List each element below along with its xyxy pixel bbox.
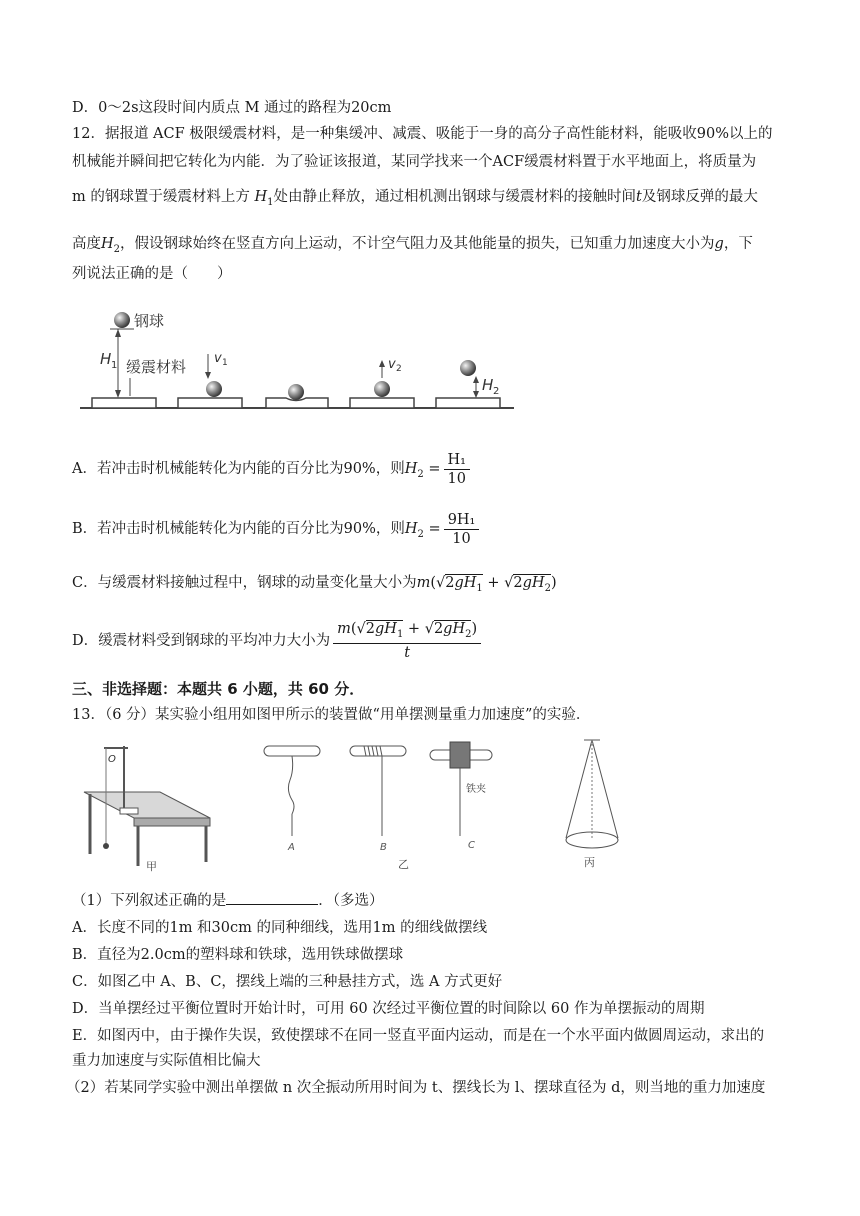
section-3-title: 三、非选择题：本题共 6 小题，共 60 分． xyxy=(72,680,365,698)
q13-answer-blank xyxy=(226,890,318,905)
q13-option-b: B．直径为2.0cm的塑料球和铁球，选用铁球做摆球 xyxy=(72,947,404,963)
q12-option-a-den: 10 xyxy=(447,470,466,487)
figure-jia xyxy=(84,746,210,872)
q12-stem-line4c: ，下 xyxy=(723,236,753,252)
q12-option-d-den: t xyxy=(404,645,411,662)
q12-option-d: D．缓震材料受到钢球的平均冲力大小为 $\frac{m(√2gH_1 + √2gH_2)}{t}$ xyxy=(72,618,794,670)
label-h1-sub: 1 xyxy=(111,360,118,371)
label-material: 缓震材料 xyxy=(126,358,187,376)
q13-option-e-line1: E．如图丙中，由于操作失误，致使摆球不在同一竖直平面内运动，而是在一个水平面内做圆周运动，求出的 xyxy=(72,1028,765,1044)
q12-option-b-num: 9H₁ xyxy=(444,511,480,530)
figure-yi-b xyxy=(350,746,409,871)
q12-stem-line4b: ，假设钢球始终在竖直方向上运动，不计空气阻力及其他能量的损失，已知重力加速度大小为 xyxy=(120,236,715,252)
label-bing: 丙 xyxy=(584,856,595,869)
q12-stem-line1: 12．据报道 ACF 极限缓震材料，是一种集缓冲、减震、吸能于一身的高分子高性能材料，能吸收90%以上的 xyxy=(72,126,773,142)
steel-ball-top xyxy=(114,312,130,328)
q12-stem-line5: 列说法正确的是（ ） xyxy=(72,266,232,282)
q12-option-b-den: 10 xyxy=(452,530,471,547)
label-v1: v xyxy=(214,351,222,366)
q12-figure xyxy=(80,302,520,414)
label-h1: H xyxy=(100,350,112,368)
label-o: O xyxy=(108,754,116,765)
label-h2-sub: 2 xyxy=(493,386,500,397)
q13-option-c: C．如图乙中 A、B、C，摆线上端的三种悬挂方式，选 A 方式更好 xyxy=(72,974,503,990)
label-jia: 甲 xyxy=(146,860,157,872)
label-v2: v xyxy=(388,357,396,372)
q12-stem-line4a: 高度 xyxy=(72,236,101,252)
q13-part2: （2）若某同学实验中测出单摆做 n 次全振动所用时间为 t、摆线长为 l、摆球直径为 d，则当地的重力加速度 xyxy=(66,1080,766,1096)
label-a: A xyxy=(288,842,295,853)
q12-option-a: A．若冲击时机械能转化为内能的百分比为90%，则$H_2$ = $\frac{\text{H₁}}{10}$ xyxy=(72,446,794,492)
q12-option-b: B．若冲击时机械能转化为内能的百分比为90%，则$H_2$ = $\frac{\text{9H₁}}{10}$ xyxy=(72,506,794,552)
q12-stem-line2: 机械能并瞬间把它转化为内能．为了验证该报道，某同学找来一个ACF缓震材料置于水平地面上，将质量为 xyxy=(72,154,757,170)
q13-option-e-line2: 重力加速度与实际值相比偏大 xyxy=(72,1053,261,1069)
q11-option-d: D．0～2s这段时间内质点 M 通过的路程为20cm xyxy=(72,100,392,116)
figure-bing xyxy=(566,740,618,869)
label-yi: 乙 xyxy=(398,858,409,871)
q12-stem-line3a: m 的钢球置于缓震材料上方 xyxy=(72,189,250,205)
q13-part1-text: （1）下列叙述正确的是 xyxy=(72,893,227,909)
q12-option-c-text: C．与缓震材料接触过程中，钢球的动量变化量大小为 xyxy=(72,575,417,591)
q13-part1 xyxy=(72,890,794,912)
q13-part1-suffix: ．（多选） xyxy=(318,893,384,909)
q12-option-a-text: A．若冲击时机械能转化为内能的百分比为90%，则 xyxy=(72,461,405,477)
figure-yi-c xyxy=(430,742,492,851)
q13-option-d: D．当单摆经过平衡位置时开始计时，可用 60 次经过平衡位置的时间除以 60 作为单摆振动的周期 xyxy=(72,1001,705,1017)
q12-option-d-text: D．缓震材料受到钢球的平均冲力大小为 xyxy=(72,633,331,649)
q12-stem-line3: m 的钢球置于缓震材料上方 $H_1$处由静止释放，通过相机测出钢球与缓震材料的接触时间t及钢球反弹的最大 xyxy=(72,189,758,208)
label-c: C xyxy=(468,840,475,851)
figure-yi-a xyxy=(264,746,320,853)
q12-option-a-num: H₁ xyxy=(444,451,470,470)
q12-option-b-text: B．若冲击时机械能转化为内能的百分比为90%，则 xyxy=(72,521,405,537)
label-v2-sub: 2 xyxy=(396,364,402,374)
label-h2: H xyxy=(482,376,494,394)
q13-intro: 13．（6 分）某实验小组用如图甲所示的装置做“用单摆测量重力加速度”的实验． xyxy=(72,707,591,723)
q12-option-c: C．与缓震材料接触过程中，钢球的动量变化量大小为$m(√2gH_1 + √2gH_2)$ xyxy=(72,575,557,594)
q12-stem-line4: 高度$H_2$，假设钢球始终在竖直方向上运动，不计空气阻力及其他能量的损失，已知重力加速度大小为g，下 xyxy=(72,236,753,255)
label-clamp: 铁夹 xyxy=(466,784,486,795)
label-v1-sub: 1 xyxy=(222,358,228,368)
q12-stem-line3b: 处由静止释放，通过相机测出钢球与缓震材料的接触时间 xyxy=(273,189,636,205)
label-b: B xyxy=(380,842,387,853)
q13-figures xyxy=(80,736,640,872)
q13-option-a: A．长度不同的1m 和30cm 的同种细线，选用1m 的细线做摆线 xyxy=(72,920,488,936)
label-ball: 钢球 xyxy=(134,312,165,330)
q12-stem-line3c: 及钢球反弹的最大 xyxy=(641,189,758,205)
